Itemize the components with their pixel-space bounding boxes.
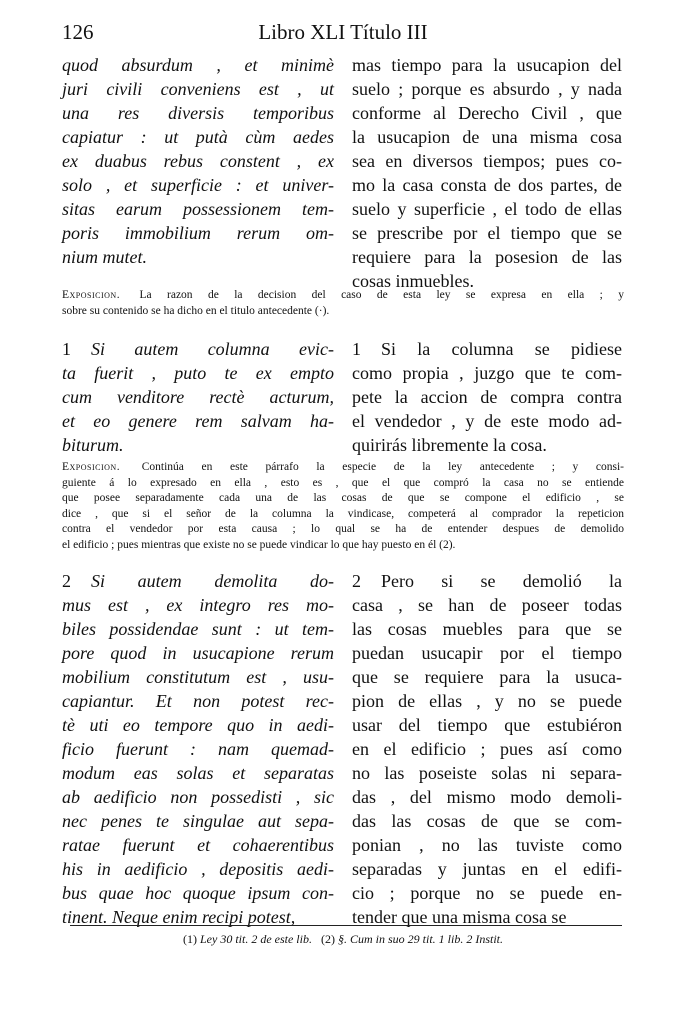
spanish-line: pete la accion de compra contra: [352, 387, 622, 407]
latin-line: tinent. Neque enim recipi potest,: [62, 907, 296, 927]
spanish-line: suelo y superficie , el todo de ellas: [352, 199, 622, 219]
spanish-line: suelo ; porque es absurdo , y nada: [352, 79, 622, 99]
footnote-rule: [70, 925, 622, 926]
spanish-line: requiere para la posesion de las: [352, 247, 622, 267]
spanish-line: ponian , no las tuviste como: [352, 835, 622, 855]
latin-line: nec penes te singulae aut sepa-: [62, 811, 334, 831]
latin-line: una res diversis temporibus: [62, 103, 334, 123]
latin-line: ratae fuerunt et cohaerentibus: [62, 835, 334, 855]
spanish-column-1: [352, 53, 622, 293]
spanish-line: cosas inmuebles.: [352, 271, 474, 291]
exposicion-note-1: [62, 288, 624, 319]
latin-line: et eo genere rem salvam ha-: [62, 411, 334, 431]
spanish-column-2: [352, 337, 622, 457]
spanish-column-3: [352, 569, 622, 929]
latin-line: his in aedificio , depositis aedi-: [62, 859, 334, 879]
paragraph-number: 1: [352, 339, 361, 359]
spanish-line: Si la columna se pidiese: [381, 339, 622, 359]
latin-line: nium mutet.: [62, 247, 147, 267]
latin-column-2: [62, 337, 334, 457]
exposicion-line: el edificio ; pues mientras que existe no se puede vindicar lo que hay puesto en él (2).: [62, 538, 456, 551]
latin-line: sitas earum possessionem tem-: [62, 199, 334, 219]
exposicion-line: sobre su contenido se ha dicho en el titulo antecedente (·).: [62, 304, 330, 317]
spanish-line: tender que una misma cosa se: [352, 907, 567, 927]
exposicion-line: contra el vendedor por esta causa ; lo qual se ha de entender despues de demolido: [62, 523, 624, 536]
spanish-line: la usucapion de una misma cosa: [352, 127, 622, 147]
latin-line: cum venditore rectè acturum,: [62, 387, 334, 407]
spanish-line: quirirás libremente la cosa.: [352, 435, 547, 455]
exposicion-label: Exposicion.: [62, 289, 121, 301]
latin-line: pore quod in usucapione rerum: [62, 643, 334, 663]
spanish-line: en el edificio ; pues así como: [352, 739, 622, 759]
spanish-line: casa , se han de poseer todas: [352, 595, 622, 615]
spanish-line: usar del tiempo que estubiéron: [352, 715, 622, 735]
footnote-text-2: §. Cum in suo 29 tit. 1 lib. 2 Instit.: [337, 932, 503, 946]
latin-line: mus est , ex integro res mo-: [62, 595, 334, 615]
latin-line: solo , et superficie : et univer-: [62, 175, 334, 195]
spanish-line: se prescribe por el tiempo que se: [352, 223, 622, 243]
exposicion-label: Exposicion.: [62, 461, 121, 473]
spanish-line: como propia , juzgo que te com-: [352, 363, 622, 383]
spanish-line: Pero si se demolió la: [381, 571, 622, 591]
spanish-line: las cosas muebles para que se: [352, 619, 622, 639]
exposicion-line: dice , que si el señor de la columna la vindicase, competerá al comprador la repeticion: [62, 507, 624, 520]
latin-line: tè uti eo tempore quo in aedi-: [62, 715, 334, 735]
latin-line: ficio fuerunt : nam quemad-: [62, 739, 334, 759]
running-title: Libro XLI Título III: [258, 20, 428, 44]
latin-column-1: [62, 53, 334, 269]
latin-line: biles possidendae sunt : ut tem-: [62, 619, 334, 639]
latin-line: mobilium constitutum est , usu-: [62, 667, 334, 687]
footnote-mark-1: (1): [183, 932, 197, 946]
spanish-line: das las cosas de que se com-: [352, 811, 622, 831]
page-header: [62, 20, 624, 48]
spanish-line: no las poseiste solas ni separa-: [352, 763, 622, 783]
latin-line: bus quae hoc quoque ipsum con-: [62, 883, 334, 903]
spanish-line: puedan usucapir por el tiempo: [352, 643, 622, 663]
footnote-text-1: Ley 30 tit. 2 de este lib.: [200, 932, 312, 946]
spanish-line: separadas y juntas en el edifi-: [352, 859, 622, 879]
spanish-line: das , del mismo modo demoli-: [352, 787, 622, 807]
spanish-line: mo la casa consta de dos partes, de: [352, 175, 622, 195]
spanish-line: el vendedor , y de este modo ad-: [352, 411, 622, 431]
latin-line: ab aedificio non possedisti , sic: [62, 787, 334, 807]
footnote-mark-2: (2): [320, 932, 335, 946]
page-number: 126: [62, 20, 94, 44]
footnotes: [62, 932, 624, 947]
exposicion-line: guiente á lo expresado en ella , esto es , que el que compró la casa no se entiende: [62, 476, 624, 489]
exposicion-note-2: [62, 460, 624, 554]
latin-line: modum eas solas et separatas: [62, 763, 334, 783]
latin-line: ex duabus rebus constent , ex: [62, 151, 334, 171]
paragraph-number: 2: [352, 571, 361, 591]
latin-line: capiantur. Et non potest rec-: [62, 691, 334, 711]
latin-line: capiatur : ut putà cùm aedes: [62, 127, 334, 147]
spanish-line: pion de ellas , y no se puede: [352, 691, 622, 711]
paragraph-number: 1: [62, 339, 71, 359]
spanish-line: que se requiere para la usuca-: [352, 667, 622, 687]
spanish-line: conforme al Derecho Civil , que: [352, 103, 622, 123]
latin-column-3: [62, 569, 334, 929]
latin-line: ta fuerit , puto te ex empto: [62, 363, 334, 383]
spanish-line: sea en diversos tiempos; pues co-: [352, 151, 622, 171]
exposicion-line: La razon de la decision del caso de esta ley se expresa en ella ; y: [139, 289, 624, 301]
exposicion-line: Continúa en este párrafo la especie de la ley antecedente ; y consi-: [141, 461, 625, 473]
latin-line: poris immobilium rerum om-: [62, 223, 334, 243]
latin-line: Si autem columna evic-: [91, 339, 334, 359]
latin-line: Si autem demolita do-: [91, 571, 334, 591]
paragraph-number: 2: [62, 571, 71, 591]
exposicion-line: que posee separadamente cada una de las cosas de que se compone el edificio , se: [62, 492, 624, 505]
latin-line: juri civili conveniens est , ut: [62, 79, 334, 99]
spanish-line: cio ; porque no se puede en-: [352, 883, 622, 903]
latin-line: quod absurdum , et minimè: [62, 55, 334, 75]
spanish-line: mas tiempo para la usucapion del: [352, 55, 622, 75]
latin-line: biturum.: [62, 435, 124, 455]
